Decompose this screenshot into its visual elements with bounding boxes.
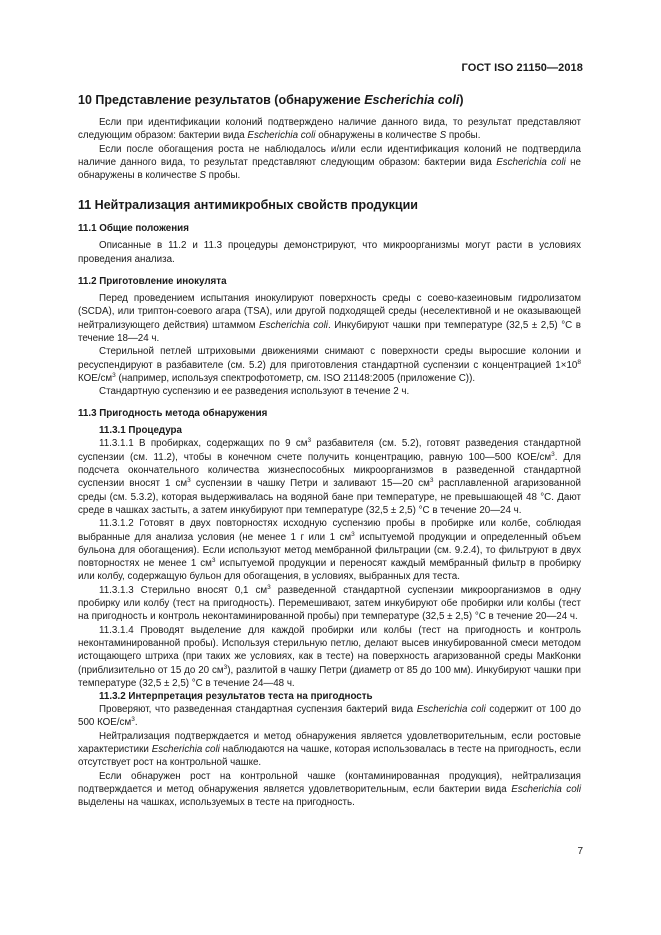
paragraph-11-3-1-3: 11.3.1.3 Стерильно вносят 0,1 $см^3$ разведенной стандартной суспензии микроорганизмов в одну пробирку или колбу (тест на пригодность). Перемешивают, затем инкубируют обе пробирки или колбы (тест на пригодность и контроль неконтаминированной пробы) при температуре (32,5 ± 2,5) °С в течение 20—24 ч.: [78, 583, 582, 623]
section-11-3-title: 11.3 Пригодность метода обнаружения: [78, 408, 268, 420]
section-11-1-paragraph: Описанные в 11.2 и 11.3 процедуры демонстрируют, что микроорганизмы могут расти в условиях проведения анализа.: [78, 240, 581, 265]
paragraph-11-3-2-1: Проверяют, что разведенная стандартная суспензия бактерий вида Escherichia coli содержит от 100 до 500 КОЕ/$см^3$.: [78, 704, 581, 729]
section-10-paragraph-2: Если после обогащения роста не наблюдалось и/или если идентификация колоний не подтвердила наличие данного вида, то результат представляют следующим образом: бактерии вида Escherichia coli не обнаружены в количестве S пробы.: [78, 143, 582, 182]
section-11-title: 11 Нейтрализация антимикробных свойств продукции: [78, 198, 418, 213]
paragraph-11-3-2-2: Нейтрализация подтверждается и метод обнаружения является удовлетворительным, если ростовые характеристики Escherichia coli наблюдаются на чашке, которая использовалась в тесте на пригодность, если отсутствует рост на контрольной чашке.: [78, 730, 581, 769]
paragraph-11-3-1-1: 11.3.1.1 В пробирках, содержащих по 9 $см^3$ разбавителя (см. 5.2), готовят разведения стандартной суспензии (см. 11.2), чтобы в конечном счете получить концентрацию, равную 100—500 КОЕ/$см^3$. Для подсчета окончательного количества жизнеспособных микроорганизмов в разведенной стандартной суспензии вносят 1 $см^3$ суспензии в чашку Петри и заливают 15—20 $см^3$ расплавленной агаризованной среды (см. 5.3.2), которая выдерживалась на водяной бане при температуре, не превышающей 48 °С. Дают среде в чашках застыть, а затем инкубируют при температуре (32,5 ± 2,5) °С в течение 20—24 ч.: [78, 437, 581, 516]
page-number: 7: [577, 846, 583, 857]
page-content: [78, 92, 581, 809]
section-10-title: 10 Представление результатов (обнаружение Escherichia coli): [78, 93, 464, 107]
section-11-2-paragraph-1: Перед проведением испытания инокулируют поверхность среды с соево-казеиновым гидролизатом (SCDA), или триптон-соевого агара (TSA), или другой подходящей среды (неселективной и не оказывающей нейтрализующего действия) штаммом Escherichia coli. Инкубируют чашки при температуре (32,5 ± 2,5) °С в течение 18—24 ч.: [78, 293, 582, 344]
paragraph-11-3-1-2: 11.3.1.2 Готовят в двух повторностях исходную суспензию пробы в пробирке или колбе, соблюдая выбранные для анализа условия (не менее 1 г или 1 $см^3$ испытуемой продукции и определенный объем бульона для обогащения). Если используют метод мембранной фильтрации (см. 9.2.4), то фильтруют в двух повторностях не менее 1 $см^3$ испытуемой продукции и переносят каждый мембранный фильтр в пробирку или колбу, содержащую бульон для обогащения, в условиях, выбранных для теста.: [78, 518, 581, 583]
section-10-paragraph-1: Если при идентификации колоний подтверждено наличие данного вида, то результат представляют следующим образом: бактерии вида Escherichia coli обнаружены в количестве S пробы.: [78, 117, 581, 142]
section-11-1-title: 11.1 Общие положения: [78, 223, 189, 235]
standard-header: ГОСТ ISO 21150—2018: [461, 62, 583, 74]
section-11-3-1-title: 11.3.1 Процедура: [99, 425, 182, 437]
section-11-2-paragraph-2: Стерильной петлей штриховыми движениями снимают с поверхности среды выросшие колонии и ресуспендируют в разбавителе (см. 5.2) для приготовления стандартной суспензии с концентрацией $1\times 10^8$ КОЕ/$см^3$ (например, используя спектрофотометр, см. ISO 21148:2005 (приложение С)).: [78, 346, 581, 384]
section-11-2-paragraph-3: Стандартную суспензию и ее разведения используют в течение 2 ч.: [99, 386, 410, 398]
paragraph-11-3-2-3: Если обнаружен рост на контрольной чашке (контаминированная продукция), нейтрализация подтверждается и метод обнаружения является удовлетворительным, если бактерии вида Escherichia coli выделены на чашках, используемых в тесте на пригодность.: [78, 770, 582, 809]
paragraph-11-3-1-4: 11.3.1.4 Проводят выделение для каждой пробирки или колбы (тест на пригодность и контроль неконтаминированной пробы). Используя стерильную петлю, делают высев инкубированной смеси методом истощающего штриха (при таких же условиях, как в тесте) на поверхность агаризованной среды МакКонки (приблизительно от 15 до 20 $см^3$), разлитой в чашку Петри (диаметр от 85 до 100 мм). Инкубируют чашки при температуре (32,5 ± 2,5) °С в течение 24—48 ч.: [78, 624, 581, 689]
section-11-3-2-title: 11.3.2 Интерпретация результатов теста на пригодность: [99, 691, 373, 703]
section-11-2-title: 11.2 Приготовление инокулята: [78, 276, 227, 288]
